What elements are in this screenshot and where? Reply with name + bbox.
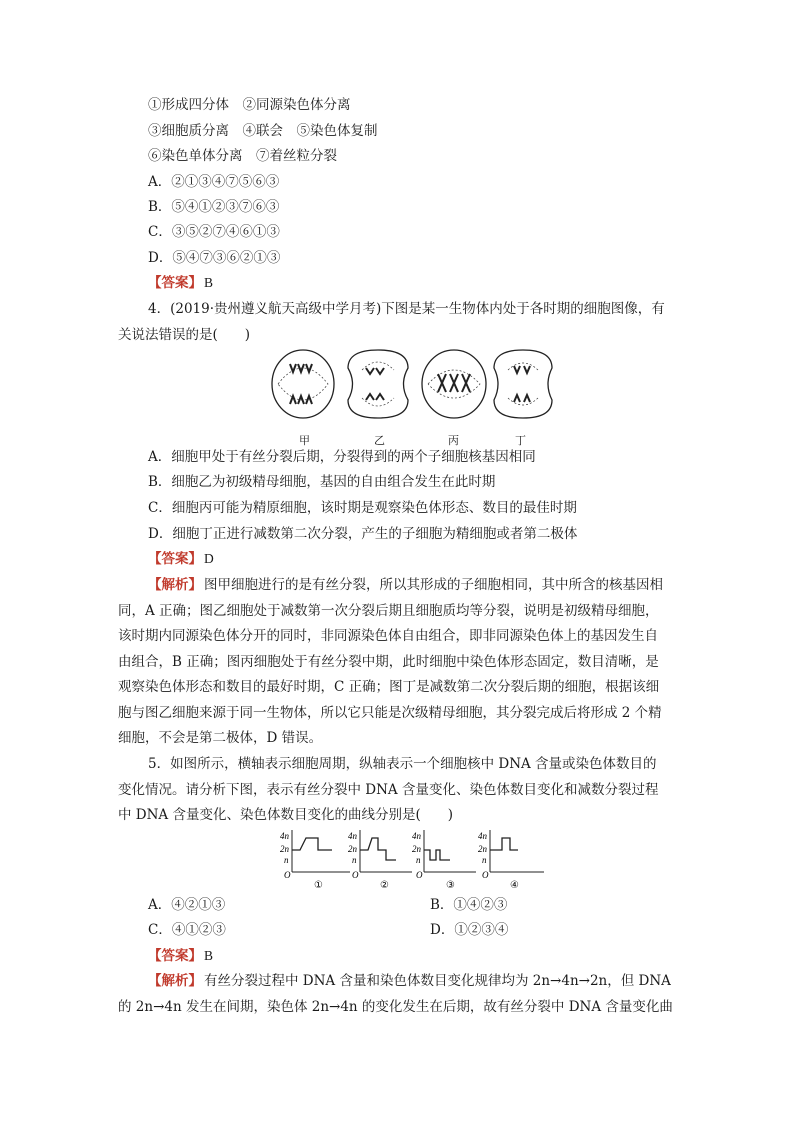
graph-2 — [348, 830, 412, 880]
q3-option-c: C．③⑤②⑦④⑥①③ — [148, 224, 280, 240]
graph-1 — [280, 830, 350, 880]
axis-label-o: O — [482, 870, 489, 880]
q4-answer — [148, 549, 214, 569]
q4-option-a: A．细胞甲处于有丝分裂后期，分裂得到的两个子细胞核基因相同 — [148, 449, 536, 465]
cell-label-bing: 丙 — [448, 434, 459, 447]
axis-label-o: O — [416, 870, 423, 880]
axis-label-4n: 4n — [478, 831, 487, 841]
analysis-tag: 【解析】 — [148, 973, 202, 989]
analysis-text: 图甲细胞进行的是有丝分裂，所以其形成的子细胞相同，其中所含的核基因相 — [204, 577, 663, 593]
q4-analysis-line3: 该时期内同源染色体分开的同时，非同源染色体自由组合，即非同源染色体上的基因发生自 — [118, 628, 658, 644]
cell-bing — [422, 350, 486, 418]
answer-tag: 【答案】 — [148, 275, 202, 291]
q5-stem-line2: 变化情况。请分析下图，表示有丝分裂中 DNA 含量变化、染色体数目变化和减数分裂过程 — [118, 782, 659, 798]
q4-analysis-line7: 细胞，不会是第二极体，D 错误。 — [118, 730, 323, 746]
cell-label-jia: 甲 — [299, 434, 310, 447]
q4-stem-line2: 关说法错误的是( ) — [118, 327, 251, 343]
q5-answer — [148, 946, 213, 966]
axis-label-n: n — [352, 855, 357, 865]
dna-curve-figure — [278, 828, 548, 892]
q3-items-line3: ⑥染色单体分离 ⑦着丝粒分裂 — [148, 148, 337, 164]
analysis-text: 有丝分裂过程中 DNA 含量和染色体数目变化规律均为 2n→4n→2n，但 DNA — [204, 973, 671, 989]
graph-label-4: ④ — [510, 880, 519, 891]
dna-curve-svg — [278, 828, 548, 892]
q3-option-a: A．②①③④⑦⑤⑥③ — [148, 174, 280, 190]
axis-label-2n: 2n — [478, 844, 487, 854]
graph-3 — [412, 830, 476, 880]
answer-value: B — [204, 275, 214, 290]
cell-diagrams-svg — [268, 344, 558, 424]
graph-label-3: ③ — [446, 880, 455, 891]
q5-analysis-line2: 的 2n→4n 发生在间期，染色体 2n→4n 的变化发生在后期，故有丝分裂中 DNA 含量变化曲 — [118, 999, 673, 1015]
axis-label-4n: 4n — [280, 831, 289, 841]
cell-division-figure — [268, 344, 558, 424]
q5-option-b: B．①④②③ — [430, 897, 508, 913]
q5-option-d: D．①②③④ — [430, 922, 509, 938]
cell-yi — [348, 350, 408, 418]
q4-analysis-line2: 同，A 正确；图乙细胞处于减数第一次分裂后期且细胞质均等分裂，说明是初级精母细胞， — [118, 603, 659, 619]
cell-ding — [494, 350, 552, 418]
graph-4 — [478, 830, 544, 880]
axis-label-o: O — [284, 870, 291, 880]
answer-tag: 【答案】 — [148, 551, 202, 567]
q4-option-b: B．细胞乙为初级精母细胞，基因的自由组合发生在此时期 — [148, 474, 496, 490]
cell-jia — [272, 350, 334, 418]
axis-label-n: n — [416, 855, 421, 865]
answer-tag: 【答案】 — [148, 948, 202, 964]
graph-label-1: ① — [314, 880, 323, 891]
q4-analysis-line6: 胞与图乙细胞来源于同一生物体，所以它只能是次级精母细胞，其分裂完成后将形成 2 个精 — [118, 705, 662, 721]
q5-stem-line3: 中 DNA 含量变化、染色体数目变化的曲线分别是( ) — [118, 807, 454, 823]
q3-items-line2: ③细胞质分离 ④联会 ⑤染色体复制 — [148, 123, 378, 139]
q4-stem-line1: 4．(2019·贵州遵义航天高级中学月考)下图是某一生物体内处于各时期的细胞图像，有 — [148, 301, 665, 317]
q3-option-d: D．⑤④⑦③⑥②①③ — [148, 250, 281, 266]
q5-option-c: C．④①②③ — [148, 922, 226, 938]
axis-label-n: n — [284, 855, 289, 865]
q4-analysis-line1 — [148, 575, 663, 595]
axis-label-n: n — [482, 855, 487, 865]
axis-label-4n: 4n — [348, 831, 357, 841]
q3-answer — [148, 273, 213, 293]
axis-label-2n: 2n — [280, 844, 289, 854]
q4-analysis-line5: 观察染色体形态和数目的最好时期，C 正确；图丁是减数第二次分裂后期的细胞，根据该细 — [118, 679, 660, 695]
q3-option-b: B．⑤④①②③⑦⑥③ — [148, 199, 280, 215]
axis-label-o: O — [352, 870, 359, 880]
q5-stem-line1: 5．如图所示，横轴表示细胞周期，纵轴表示一个细胞核中 DNA 含量或染色体数目的 — [148, 756, 657, 772]
answer-value: B — [204, 948, 214, 963]
q4-analysis-line4: 由组合，B 正确；图丙细胞处于有丝分裂中期，此时细胞中染色体形态固定，数目清晰，是 — [118, 654, 659, 670]
q5-analysis-line1 — [148, 971, 671, 991]
q4-option-d: D．细胞丁正进行减数第二次分裂，产生的子细胞为精细胞或者第二极体 — [148, 526, 578, 542]
axis-label-2n: 2n — [412, 844, 421, 854]
axis-label-4n: 4n — [412, 831, 421, 841]
q5-option-a: A．④②①③ — [148, 897, 226, 913]
cell-label-yi: 乙 — [374, 434, 385, 447]
q4-option-c: C．细胞丙可能为精原细胞，该时期是观察染色体形态、数目的最佳时期 — [148, 500, 577, 516]
analysis-tag: 【解析】 — [148, 577, 202, 593]
graph-label-2: ② — [380, 880, 389, 891]
q3-items-line1: ①形成四分体 ②同源染色体分离 — [148, 97, 351, 113]
answer-value: D — [204, 551, 214, 566]
cell-label-ding: 丁 — [515, 434, 526, 447]
axis-label-2n: 2n — [348, 844, 357, 854]
